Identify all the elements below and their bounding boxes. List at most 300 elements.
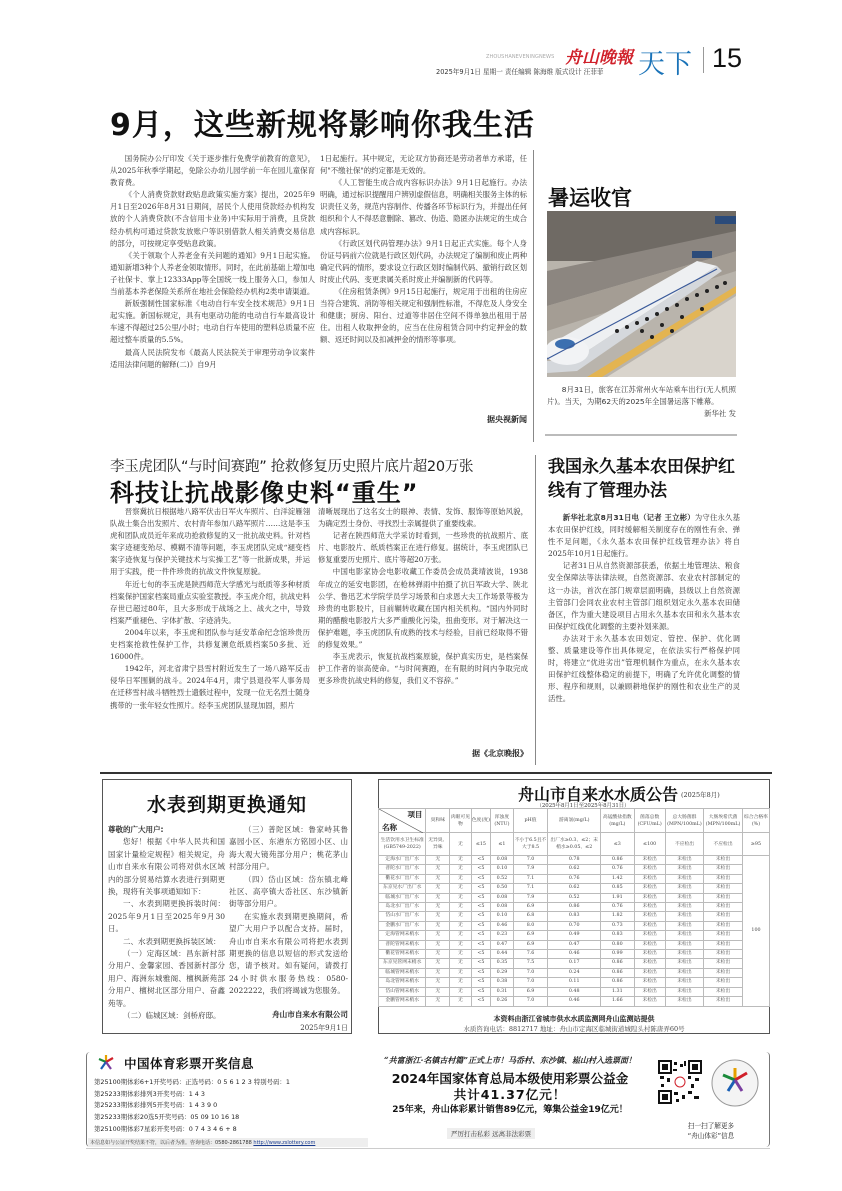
table-cell: 未检出 bbox=[665, 959, 703, 968]
column-header: 高锰酸盐指数(mg/L) bbox=[601, 809, 634, 833]
table-cell: 0.35 bbox=[491, 959, 514, 968]
article1-title: 9月，这些新规将影响你我生活 bbox=[110, 108, 535, 143]
paragraph: 年近七旬的李玉虎是陕西师范大学感光与纸质等多种材质档案保护国家档案局重点实验室教授。李玉虎介绍，抗战史料存世已超过80年，且大多形成于战场之上、战火之中，导致档案严重褪色、字体扩散、字迹消失。 bbox=[110, 579, 310, 625]
standard-cell: 无异臭、异味 bbox=[426, 833, 450, 856]
lottery-note bbox=[88, 1138, 368, 1147]
table-cell: 岱山管网末梢水 bbox=[379, 987, 426, 996]
paragraph: 记者31日从自然资源部获悉，依据土地管理法、粮食安全保障法等法律法规，自然资源部、农业农村部制定的这一办法，首次在部门规章层面明确，县级以上自然资源主管部门会同农业农村主管部门组织划定永久基本农田储备区，作为重大建设项目占用永久基本农田和永久基本农田保护红线优化调整的主要补划来源。 bbox=[548, 561, 740, 631]
table-cell: 6.9 bbox=[513, 903, 548, 912]
table-cell: 未检出 bbox=[704, 978, 743, 987]
table-cell: 6.9 bbox=[513, 931, 548, 940]
water-quality-title: 舟山市自来水水质公告 bbox=[517, 785, 678, 804]
standard-cell: 不小于6.5且不大于8.5 bbox=[513, 833, 548, 856]
table-cell: 0.26 bbox=[491, 997, 514, 1006]
paragraph: 新版强制性国家标准《电动自行车安全技术规范》9月1日起实施。新国标规定，具有电驱动功能的电动自行车最高设计车速不得超过25公里/小时；电动自行车使用的塑料总质量不应超过整车质量的5.5%。 bbox=[110, 299, 315, 345]
column-header: 总大肠菌群(MPN/100mL) bbox=[665, 809, 703, 833]
table-cell: 无 bbox=[450, 987, 472, 996]
table-cell: 0.76 bbox=[601, 903, 634, 912]
lottery-result: 第25100期体彩7星彩开奖号码：0 7 4 3 4 6 + 8 bbox=[94, 1124, 237, 1133]
table-cell: 0.83 bbox=[548, 912, 601, 921]
paragraph: 二、水表到期更换拆装区域： bbox=[123, 936, 221, 946]
zhoushan-lottery-badge-icon bbox=[710, 1058, 760, 1108]
table-cell: <5 bbox=[471, 940, 490, 949]
table-cell: 无 bbox=[426, 978, 450, 987]
table-cell: 1.42 bbox=[601, 874, 634, 883]
paragraph: 2004年以来，李玉虎和团队参与延安革命纪念馆珍贵历史档案抢救性保护工作，共修复濒危纸质档案50多批、近16000件。 bbox=[110, 627, 310, 662]
lottery-result: 第25233期体彩20选5开奖号码：05 09 10 16 18 bbox=[94, 1113, 240, 1122]
table-cell: 未检出 bbox=[634, 931, 665, 940]
table-cell: 0.11 bbox=[548, 978, 601, 987]
table-cell: 未检出 bbox=[704, 874, 743, 883]
table-cell: <5 bbox=[471, 903, 490, 912]
paragraph: 中国电影家协会电影收藏工作委员会成员龚靖波说，1938年成立的延安电影团，在枪林弹雨中拍摄了抗日军政大学、陕北公学、鲁迅艺术学院学员学习场景和白求恩大夫工作场景等极为珍贵的电影胶片，目前辗转收藏在国内相关机构。“国内外同时期的醋酸电影胶片大多严重酸化污染，扭曲变形。对于解决这一保护难题，李玉虎团队有成熟的技术与经验，目前已经取得不错的修复效果。” bbox=[318, 567, 528, 650]
paragraph: 《个人消费贷款财政贴息政策实施方案》提出，2025年9月1日至2026年8月31日期间，居民个人使用贷款经办机构发放的个人消费贷款(不含信用卡业务)中实际用于消费，且贷款经办机构可通过贷款发放账户等识别借款人相关消费交易信息的部分，可按规定享受贴息政策。 bbox=[110, 190, 315, 248]
table-cell: 无 bbox=[450, 912, 472, 921]
notice-col2 bbox=[229, 824, 348, 998]
lottery-headline: 2024年国家体育总局本级使用彩票公益金 bbox=[391, 1071, 629, 1086]
paragraph: 清晰展现出了这名女士的眼神、表情、发饰、服饰等原始风貌，为确定烈士身份、寻找烈士亲属提供了重要线索。 bbox=[318, 507, 528, 529]
brand-english: ZHOUSHANEVENINGNEWS bbox=[486, 54, 555, 60]
header-divider bbox=[703, 47, 704, 73]
table-cell: 未检出 bbox=[665, 978, 703, 987]
table-cell: 未检出 bbox=[634, 921, 665, 930]
section-name: 天下 bbox=[638, 49, 692, 80]
column-header: 色度(度) bbox=[471, 809, 490, 833]
table-cell: 无 bbox=[426, 959, 450, 968]
table-cell: <5 bbox=[471, 921, 490, 930]
lottery-result: 第25100期体彩6+1开奖号码：正选号码：0 5 6 1 2 3 特别号码：1 bbox=[94, 1078, 290, 1086]
table-cell: 0.70 bbox=[548, 921, 601, 930]
table-cell: <5 bbox=[471, 997, 490, 1006]
table-cell: 东京见管网末梢水 bbox=[379, 959, 426, 968]
lottery-amount: 共计41.37亿元！ bbox=[453, 1087, 567, 1102]
table-cell: 未检出 bbox=[634, 997, 665, 1006]
table-cell: 0.86 bbox=[601, 959, 634, 968]
corner-name: 名称 bbox=[382, 823, 397, 832]
table-cell: 岛北管网末梢水 bbox=[379, 978, 426, 987]
table-cell: 0.76 bbox=[548, 874, 601, 883]
table-cell: 0.48 bbox=[548, 987, 601, 996]
standard-cell: 出厂水≥0.3、≤2；末梢水≥0.05、≤2 bbox=[548, 833, 601, 856]
paragraph: 《关于领取个人养老金有关问题的通知》9月1日起实施。通知新增3种个人养老金领取情形。同时，在此前基础上增加电子社保卡、掌上12333App等全国统一线上服务入口，参加人当前基本养老保险关系所在地社会保险经办机构2类申请渠道。 bbox=[110, 250, 315, 297]
table-row bbox=[379, 893, 770, 902]
table-cell: 无 bbox=[426, 968, 450, 977]
table-cell: 0.76 bbox=[601, 865, 634, 874]
paragraph: 国务院办公厅印发《关于逐步推行免费学前教育的意见》，从2025年秋季学期起，免除公办幼儿园学前一年在园儿童保育教育费。 bbox=[110, 154, 315, 188]
table-cell: 7.0 bbox=[513, 978, 548, 987]
table-cell: 未检出 bbox=[704, 950, 743, 959]
newspaper-logo: 舟山晚報 bbox=[565, 48, 633, 68]
train-station-photo bbox=[547, 211, 736, 377]
table-row bbox=[379, 856, 770, 865]
notice-title: 水表到期更换通知 bbox=[146, 794, 307, 816]
table-cell: 未检出 bbox=[665, 987, 703, 996]
table-cell: 未检出 bbox=[704, 968, 743, 977]
table-row bbox=[379, 921, 770, 930]
paragraph: （四）岱山区域：岱东镇北峰社区、高亭镇大岙社区、东沙镇新街等部分用户。 bbox=[229, 874, 348, 909]
table-cell: 0.31 bbox=[491, 987, 514, 996]
paragraph: 1日起施行。其中规定，无论双方协商还是劳动者单方承诺，任何"不缴社保"的约定都是无效的。 bbox=[320, 154, 527, 176]
table-cell: <5 bbox=[471, 950, 490, 959]
table-cell: 东京见水厂出厂水 bbox=[379, 884, 426, 893]
table-cell: <5 bbox=[471, 931, 490, 940]
standard-cell: ≤3 bbox=[601, 833, 634, 856]
table-cell: 无 bbox=[450, 903, 472, 912]
standard-cell: ≤100 bbox=[634, 833, 665, 856]
standard-cell: ≤15 bbox=[471, 833, 490, 856]
table-cell: 7.1 bbox=[513, 874, 548, 883]
table-cell: 无 bbox=[426, 940, 450, 949]
table-row bbox=[379, 874, 770, 883]
table-cell: 临城水厂出厂水 bbox=[379, 893, 426, 902]
article3-title: 我国永久基本农田保护红线有了管理办法 bbox=[548, 457, 735, 501]
table-cell: 临城管网末梢水 bbox=[379, 968, 426, 977]
lottery-result: 第25233期体彩排列3开奖号码：1 4 3 bbox=[94, 1089, 205, 1098]
table-row bbox=[379, 884, 770, 893]
table-cell: 无 bbox=[426, 912, 450, 921]
table-row bbox=[379, 940, 770, 949]
photo-news-title: 暑运收官 bbox=[548, 186, 632, 210]
table-cell: 0.29 bbox=[491, 968, 514, 977]
table-cell: 0.08 bbox=[491, 893, 514, 902]
water-quality-source: 本资料由浙江省城市供水水质监测网舟山监测站提供 bbox=[493, 1015, 655, 1023]
column-divider bbox=[533, 150, 534, 442]
standard-cell: ≤1 bbox=[491, 833, 514, 856]
table-cell: 0.80 bbox=[601, 940, 634, 949]
table-cell: 0.38 bbox=[491, 978, 514, 987]
table-cell: 未检出 bbox=[634, 959, 665, 968]
table-cell: <5 bbox=[471, 865, 490, 874]
scan-instructions bbox=[655, 1121, 767, 1141]
table-cell: 无 bbox=[426, 893, 450, 902]
table-cell: <5 bbox=[471, 959, 490, 968]
paragraph: 1942年，河北省肃宁县雪村附近发生了一场八路军反击侵华日军围剿的战斗。2024年4月，肃宁县退役军人事务局在迁移雪村战斗牺牲烈士遗骸过程中，发现一位无名烈士随身携带的一张年轻女性照片。经李玉虎团队显现加固，照片 bbox=[110, 664, 310, 710]
table-cell: 未检出 bbox=[634, 987, 665, 996]
table-cell: 0.46 bbox=[548, 997, 601, 1006]
article1-source: 据央视新闻 bbox=[487, 415, 527, 424]
table-cell: 未检出 bbox=[665, 997, 703, 1006]
scan-text: 扫一扫了解更多 bbox=[687, 1122, 735, 1130]
table-cell: 未检出 bbox=[634, 903, 665, 912]
table-cell: 0.10 bbox=[491, 865, 514, 874]
table-cell: 0.86 bbox=[548, 903, 601, 912]
column-header: 综合合格率(%) bbox=[742, 809, 769, 833]
pass-rate-cell: 100 bbox=[742, 856, 769, 1007]
table-cell: 衢花管网末梢水 bbox=[379, 950, 426, 959]
table-cell: 0.23 bbox=[491, 931, 514, 940]
table-cell: 未检出 bbox=[634, 884, 665, 893]
table-cell: 0.86 bbox=[601, 978, 634, 987]
table-cell: <5 bbox=[471, 987, 490, 996]
page-number: 15 bbox=[712, 43, 743, 73]
table-cell: 0.99 bbox=[601, 950, 634, 959]
table-cell: 未检出 bbox=[634, 968, 665, 977]
standard-cell: 不应检出 bbox=[665, 833, 703, 856]
table-cell: 无 bbox=[450, 997, 472, 1006]
scan-text: “舟山体彩”信息 bbox=[687, 1132, 735, 1140]
lottery-note-text: 本信息如与公证开奖结果不符，以后者为准。咨询电话：0580-2861788 bbox=[90, 1140, 252, 1146]
photo-caption bbox=[547, 384, 736, 420]
table-cell: 无 bbox=[426, 931, 450, 940]
paragraph: 在实施水表到期更换期间，希望广大用户予以配合支持。届时，舟山市自来水有限公司将把水表到期更换的信息以短信的形式发送给您，请予核对。如有疑问，请拨打24小时供水服务热线：0580-2022222，我们将竭诚为您服务。 bbox=[229, 911, 348, 996]
table-cell: 未检出 bbox=[665, 931, 703, 940]
table-cell: 无 bbox=[426, 987, 450, 996]
lottery-warning: 严厉打击私彩 远离非法彩票 bbox=[447, 1128, 535, 1139]
table-cell: 7.9 bbox=[513, 893, 548, 902]
paragraph: （三）普陀区域：鲁家峙其鲁嘉园小区、东港东方铭园小区、山海大观大镜苑部分用户；桃花茅山村部分用户。 bbox=[229, 825, 348, 872]
table-cell: 0.78 bbox=[548, 856, 601, 865]
table-cell: <5 bbox=[471, 874, 490, 883]
table-cell: 无 bbox=[450, 968, 472, 977]
paragraph: 您好！根据《中华人民共和国国家计量检定规程》相关规定，舟山市自来水有限公司将对供水区域内的部分贸易结算水表进行到期更换，现将有关事项通知如下： bbox=[108, 837, 225, 897]
table-cell: 7.0 bbox=[513, 968, 548, 977]
table-row bbox=[379, 903, 770, 912]
table-cell: 未检出 bbox=[704, 893, 743, 902]
column-divider bbox=[535, 455, 536, 765]
column-header: pH值 bbox=[513, 809, 548, 833]
table-cell: 8.0 bbox=[513, 921, 548, 930]
paragraph-text: 为守住永久基本农田保护红线，同时缓解相关制度存在的刚性有余、弹性不足问题，《永久基本农田保护红线管理办法》将自2025年10月1日起施行。 bbox=[548, 513, 740, 559]
table-cell: 未检出 bbox=[665, 921, 703, 930]
table-cell: 未检出 bbox=[704, 931, 743, 940]
table-cell: 未检出 bbox=[634, 978, 665, 987]
table-cell: 无 bbox=[450, 865, 472, 874]
table-cell: 无 bbox=[450, 874, 472, 883]
standard-cell: 无 bbox=[450, 833, 472, 856]
table-cell: 0.08 bbox=[491, 856, 514, 865]
water-quality-table bbox=[378, 808, 770, 1007]
table-cell: 未检出 bbox=[704, 884, 743, 893]
paragraph: 李玉虎表示，恢复抗战档案原貌，保护真实历史，是档案保护工作者的崇高使命。“与时间赛跑，在有限的时间内争取完成更多珍贵抗战史料的修复，我们义不容辞。” bbox=[318, 652, 528, 686]
water-quality-month: (2025年8月) bbox=[681, 791, 720, 799]
table-cell: <5 bbox=[471, 968, 490, 977]
lottery-sales: 25年来，舟山体彩累计销售89亿元，筹集公益金19亿元！ bbox=[392, 1105, 628, 1115]
table-row bbox=[379, 987, 770, 996]
standard-cell: 不应检出 bbox=[704, 833, 743, 856]
table-cell: <5 bbox=[471, 856, 490, 865]
paragraph bbox=[548, 512, 740, 560]
table-cell: 无 bbox=[450, 921, 472, 930]
notice-greeting: 尊敬的广大用户: bbox=[108, 825, 164, 834]
standard-cell: ≥95 bbox=[742, 833, 769, 856]
paragraph: （二）临城区域：剑桥府邸。 bbox=[123, 1011, 221, 1021]
table-cell: 6.8 bbox=[513, 912, 548, 921]
lottery-website-link[interactable]: http://www.zslottery.com bbox=[253, 1140, 316, 1146]
table-cell: 7.1 bbox=[513, 884, 548, 893]
water-quality-contact: 水质咨询电话：8812717 地址：舟山市定海区临城街道城隍头村陈唐弄60号 bbox=[463, 1025, 685, 1033]
table-cell: 无 bbox=[450, 931, 472, 940]
table-cell: 定海水厂出厂水 bbox=[379, 856, 426, 865]
page-bottom-rule bbox=[86, 1148, 770, 1149]
table-cell: 1.82 bbox=[601, 912, 634, 921]
article2-subtitle: 李玉虎团队“与时间赛跑” 抢救修复历史照片底片超20万张 bbox=[110, 459, 474, 475]
table-cell: 7.0 bbox=[513, 997, 548, 1006]
table-cell: 未检出 bbox=[704, 912, 743, 921]
table-cell: 未检出 bbox=[634, 856, 665, 865]
table-cell: 无 bbox=[426, 874, 450, 883]
table-cell: 无 bbox=[450, 884, 472, 893]
table-cell: 0.86 bbox=[601, 968, 634, 977]
table-cell: 未检出 bbox=[665, 856, 703, 865]
table-cell: 0.47 bbox=[491, 940, 514, 949]
lottery-slogan: “共富浙江·名镇古村篇”正式上市！马岙村、东沙镇、崧山村入选票面！ bbox=[384, 1055, 636, 1065]
article2-title: 科技让抗战影像史料“重生” bbox=[110, 479, 419, 507]
table-cell: 未检出 bbox=[665, 893, 703, 902]
table-cell: 1.31 bbox=[601, 987, 634, 996]
table-cell: 未检出 bbox=[665, 912, 703, 921]
table-cell: 未检出 bbox=[665, 968, 703, 977]
lottery-star-logo-icon bbox=[98, 1054, 114, 1070]
paragraph: 《人工智能生成合成内容标识办法》9月1日起施行。办法明确，通过标识提醒用户辨别虚假信息，明确相关服务主体的标识责任义务，规范内容制作、传播各环节标识行为，并提出任何组织和个人不得恶意删除、篡改、伪造、隐匿办法规定的生成合成内容标识。 bbox=[320, 178, 527, 236]
table-cell: 定海管网末梢水 bbox=[379, 931, 426, 940]
table-cell: 0.62 bbox=[548, 884, 601, 893]
table-cell: 未检出 bbox=[704, 921, 743, 930]
article3-body bbox=[548, 512, 740, 706]
table-cell: 无 bbox=[450, 856, 472, 865]
table-cell: 未检出 bbox=[665, 865, 703, 874]
table-cell: 未检出 bbox=[704, 940, 743, 949]
table-cell: 无 bbox=[426, 997, 450, 1006]
table-cell: 未检出 bbox=[634, 912, 665, 921]
table-cell: 无 bbox=[450, 959, 472, 968]
lottery-results bbox=[94, 1077, 290, 1136]
table-cell: 未检出 bbox=[634, 950, 665, 959]
paragraph: 记者在陕西师范大学采访时看到，一些珍贵的抗战照片、底片、电影胶片、纸质档案正在进行修复。据统计，李玉虎团队已修复重要历史照片、底片等超20万张。 bbox=[318, 531, 528, 565]
article1-col2 bbox=[320, 153, 527, 347]
article2-col2 bbox=[318, 506, 528, 687]
section-divider bbox=[545, 434, 737, 436]
table-cell: 7.6 bbox=[513, 950, 548, 959]
table-cell: 未检出 bbox=[634, 874, 665, 883]
column-header: 肉眼可见物 bbox=[450, 809, 472, 833]
article2-col1 bbox=[110, 506, 310, 712]
paragraph: 晋察冀抗日根据地八路军伏击日军火车照片、白洋淀雁翎队战士集合出发照片、农村青年参加八路军照片……这是李玉虎和团队成员近年来成功抢救修复的又一批抗战史料。针对档案字迹褪变殆尽、模糊不清等问题，李玉虎团队完成“褪变档案字迹恢复与保护关键技术与实操工艺”等一批新成果，并运用于实践，使一件件珍贵的抗战文件恢复原貌。 bbox=[110, 507, 310, 577]
table-cell: 无 bbox=[426, 903, 450, 912]
table-cell: 无 bbox=[426, 921, 450, 930]
article1-col1 bbox=[110, 153, 315, 371]
table-cell: 金鹏管网末梢水 bbox=[379, 997, 426, 1006]
table-cell: 7.9 bbox=[513, 865, 548, 874]
table-cell: <5 bbox=[471, 893, 490, 902]
table-cell: 0.24 bbox=[548, 968, 601, 977]
table-cell: 0.83 bbox=[601, 931, 634, 940]
lottery-result: 第25233期体彩排列5开奖号码：1 4 3 9 0 bbox=[94, 1101, 218, 1110]
date-line: 2025年9月1日 星期一 责任编辑 陈海维 版式设计 汪菲菲 bbox=[436, 68, 604, 76]
standard-row bbox=[379, 833, 770, 856]
corner-header bbox=[379, 809, 426, 833]
section-divider bbox=[100, 772, 772, 774]
table-cell: 0.17 bbox=[548, 959, 601, 968]
corner-item: 项目 bbox=[407, 810, 423, 819]
table-cell: 未检出 bbox=[634, 940, 665, 949]
table-cell: 岱山水厂出厂水 bbox=[379, 912, 426, 921]
paragraph: 最高人民法院发布《最高人民法院关于审理劳动争议案件适用法律问题的解释(二)》自9月 bbox=[110, 347, 315, 369]
table-cell: 0.49 bbox=[548, 931, 601, 940]
table-cell: 金鹏水厂出厂水 bbox=[379, 921, 426, 930]
table-cell: 未检出 bbox=[704, 997, 743, 1006]
table-cell: 0.10 bbox=[491, 912, 514, 921]
water-quality-range: （2025年8月1日至2025年8月31日） bbox=[536, 803, 630, 809]
table-cell: 7.5 bbox=[513, 959, 548, 968]
table-cell: 普陀水厂出厂水 bbox=[379, 865, 426, 874]
table-cell: 0.46 bbox=[491, 921, 514, 930]
table-row bbox=[379, 978, 770, 987]
table-cell: 无 bbox=[450, 950, 472, 959]
table-cell: 0.08 bbox=[491, 903, 514, 912]
table-cell: 0.44 bbox=[491, 950, 514, 959]
table-cell: 无 bbox=[450, 978, 472, 987]
table-cell: 未检出 bbox=[634, 893, 665, 902]
table-cell: 未检出 bbox=[704, 987, 743, 996]
table-cell: 未检出 bbox=[704, 856, 743, 865]
notice-date: 2025年9月1日 bbox=[300, 1024, 348, 1032]
table-cell: 0.86 bbox=[601, 856, 634, 865]
table-cell: 未检出 bbox=[704, 865, 743, 874]
standard-cell: 生活饮用水卫生标准(GB5749-2022) bbox=[379, 833, 426, 856]
table-cell: 未检出 bbox=[665, 940, 703, 949]
column-header: 游离氯(mg/L) bbox=[548, 809, 601, 833]
table-cell: 无 bbox=[426, 884, 450, 893]
table-row bbox=[379, 931, 770, 940]
notice-col1 bbox=[108, 824, 225, 1023]
table-cell: 0.52 bbox=[548, 893, 601, 902]
column-header: 菌落总数(CFU/mL) bbox=[634, 809, 665, 833]
photo-credit: 新华社 发 bbox=[704, 409, 736, 418]
column-header: 臭和味 bbox=[426, 809, 450, 833]
column-header: 浑浊度(NTU) bbox=[491, 809, 514, 833]
table-cell: 1.66 bbox=[601, 997, 634, 1006]
lottery-title: 中国体育彩票开奖信息 bbox=[124, 1056, 255, 1071]
notice-signature: 舟山市自来水有限公司 bbox=[272, 1010, 348, 1019]
table-cell: <5 bbox=[471, 978, 490, 987]
paragraph: 《行政区划代码管理办法》9月1日起正式实施。每个人身份证号码前六位就是行政区划代码，办法规定了编制和废止两种确定代码的情形，要求设立行政区划时编制代码、撤销行政区划时废止代码、变更隶属关系时废止并编制新的代码等。 bbox=[320, 238, 527, 284]
table-row bbox=[379, 912, 770, 921]
table-cell: 岛北水厂出厂水 bbox=[379, 903, 426, 912]
table-cell: 无 bbox=[426, 950, 450, 959]
table-cell: 衢花水厂出厂水 bbox=[379, 874, 426, 883]
table-cell: 0.52 bbox=[491, 874, 514, 883]
paragraph: 《住房租赁条例》9月15日起施行，规定用于出租的住房应当符合建筑、消防等相关规定和强制性标准，不得危及人身安全和健康；厨房、阳台、过道等非居住空间不得单独出租用于居住。出租人收取押金的，应当在住房租赁合同中约定押金的数额、返还时间以及扣减押金的情形等事项。 bbox=[320, 287, 527, 345]
table-header-row bbox=[379, 809, 770, 833]
qr-code-icon[interactable] bbox=[658, 1060, 702, 1104]
article2-source: 据《北京晚报》 bbox=[472, 749, 528, 758]
table-cell: 无 bbox=[426, 856, 450, 865]
table-cell: 0.50 bbox=[491, 884, 514, 893]
table-cell: 0.46 bbox=[548, 950, 601, 959]
table-row bbox=[379, 865, 770, 874]
table-cell: <5 bbox=[471, 912, 490, 921]
table-cell: 0.73 bbox=[601, 921, 634, 930]
table-cell: 6.9 bbox=[513, 940, 548, 949]
table-cell: 未检出 bbox=[665, 874, 703, 883]
table-cell: 0.85 bbox=[601, 884, 634, 893]
table-cell: 0.47 bbox=[548, 940, 601, 949]
table-row bbox=[379, 968, 770, 977]
table-cell: 7.0 bbox=[513, 856, 548, 865]
table-cell: 0.62 bbox=[548, 865, 601, 874]
table-cell: 6.9 bbox=[513, 987, 548, 996]
table-cell: 未检出 bbox=[634, 865, 665, 874]
table-cell: 未检出 bbox=[704, 959, 743, 968]
table-cell: 无 bbox=[426, 865, 450, 874]
table-cell: 普陀管网末梢水 bbox=[379, 940, 426, 949]
table-row bbox=[379, 959, 770, 968]
paragraph: （一）定海区域：昌东新村部分用户、金馨家园、香园新村部分用户、海洲东城雅阁、檀枫新苑部分用户、檀树北区部分用户、奋鑫苑等。 bbox=[108, 949, 225, 1008]
caption-text: 8月31日，旅客在江苏常州火车站乘车出行(无人机照片)。当天，为期62天的2025年全国暑运落下帷幕。 bbox=[547, 385, 736, 406]
table-cell: 1.91 bbox=[601, 893, 634, 902]
table-cell: <5 bbox=[471, 884, 490, 893]
table-cell: 未检出 bbox=[704, 903, 743, 912]
